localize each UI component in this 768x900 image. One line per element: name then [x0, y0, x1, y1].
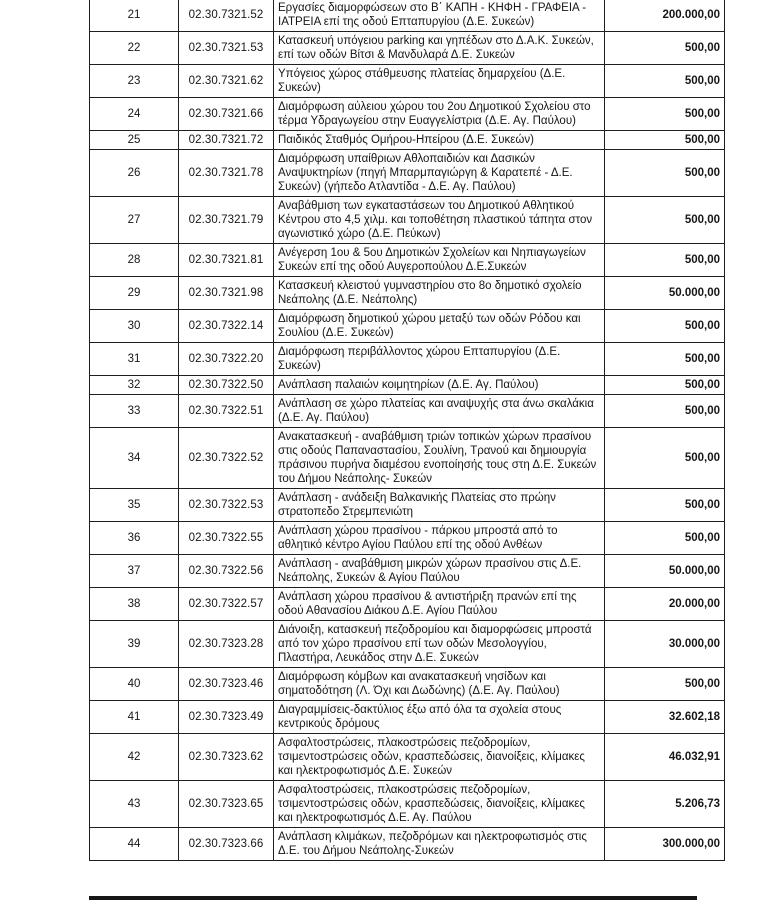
table-row: [90, 828, 725, 861]
budget-code-cell: 02.30.7322.55: [179, 522, 274, 555]
row-number-cell: 29: [90, 277, 179, 310]
row-number-cell: 27: [90, 197, 179, 244]
work-description-cell: Αναβάθμιση των εγκαταστάσεων του Δημοτικού Αθλητικού Κέντρου στο 4,5 χιλμ. και τοποθέτηση πλαστικού τάπητα στον αγωνιστικό χώρο (Δ.Ε. Πεύκων): [274, 197, 605, 244]
table-row: [90, 197, 725, 244]
amount-cell: 30.000,00: [605, 621, 725, 668]
budget-code-cell: 02.30.7322.57: [179, 588, 274, 621]
row-number-cell: 39: [90, 621, 179, 668]
budget-code-cell: 02.30.7321.62: [179, 65, 274, 98]
amount-cell: 500,00: [605, 131, 725, 150]
work-description-cell: Ασφαλτοστρώσεις, πλακοστρώσεις πεζοδρομίων, τσιμεντοστρώσεις οδών, κρασπεδώσεις, διανοίξεις, κλίμακες και ηλεκτροφωτισμός Δ.Ε. Αγ. Παύλου: [274, 781, 605, 828]
budget-works-table: [89, 0, 725, 861]
amount-cell: 46.032,91: [605, 734, 725, 781]
amount-cell: 500,00: [605, 489, 725, 522]
work-description-cell: Διαμόρφωση δημοτικού χώρου μεταξύ των οδών Ρόδου και Σουλίου (Δ.Ε. Συκεών): [274, 310, 605, 343]
budget-code-cell: 02.30.7323.65: [179, 781, 274, 828]
budget-code-cell: 02.30.7323.66: [179, 828, 274, 861]
amount-cell: 500,00: [605, 98, 725, 131]
budget-code-cell: 02.30.7323.46: [179, 668, 274, 701]
table-row: [90, 395, 725, 428]
table-row: [90, 734, 725, 781]
work-description-cell: Ασφαλτοστρώσεις, πλακοστρώσεις πεζοδρομίων, τσιμεντοστρώσεις οδών, κρασπεδώσεις, διανοίξεις, κλίμακες και ηλεκτροφωτισμός Δ.Ε. Συκεών: [274, 734, 605, 781]
work-description-cell: Ανάπλαση - αναβάθμιση μικρών χώρων πρασίνου στις Δ.Ε. Νεάπολης, Συκεών & Αγίου Παύλου: [274, 555, 605, 588]
budget-code-cell: 02.30.7321.81: [179, 244, 274, 277]
row-number-cell: 41: [90, 701, 179, 734]
amount-cell: 500,00: [605, 65, 725, 98]
amount-cell: 500,00: [605, 428, 725, 489]
amount-cell: 50.000,00: [605, 555, 725, 588]
budget-code-cell: 02.30.7323.28: [179, 621, 274, 668]
table-row: [90, 489, 725, 522]
row-number-cell: 32: [90, 376, 179, 395]
amount-cell: 32.602,18: [605, 701, 725, 734]
budget-code-cell: 02.30.7322.52: [179, 428, 274, 489]
row-number-cell: 23: [90, 65, 179, 98]
amount-cell: 20.000,00: [605, 588, 725, 621]
work-description-cell: Κατασκευή κλειστού γυμναστηρίου στο 8ο δημοτικό σχολείο Νεάπολης (Δ.Ε. Νεάπολης): [274, 277, 605, 310]
table-row: [90, 428, 725, 489]
row-number-cell: 30: [90, 310, 179, 343]
work-description-cell: Ανάπλαση χώρου πρασίνου - πάρκου μπροστά από το αθλητικό κέντρο Αγίου Παύλου επί της οδού Ανθέων: [274, 522, 605, 555]
amount-cell: 500,00: [605, 395, 725, 428]
budget-code-cell: 02.30.7321.52: [179, 0, 274, 32]
table-row: [90, 98, 725, 131]
row-number-cell: 37: [90, 555, 179, 588]
work-description-cell: Ανάπλαση παλαιών κοιμητηρίων (Δ.Ε. Αγ. Παύλου): [274, 376, 605, 395]
budget-code-cell: 02.30.7322.50: [179, 376, 274, 395]
amount-cell: 500,00: [605, 376, 725, 395]
amount-cell: 500,00: [605, 197, 725, 244]
table-row: [90, 0, 725, 32]
work-description-cell: Ανάπλαση - ανάδειξη Βαλκανικής Πλατείας στο πρώην στρατοπεδο Στρεμπενιώτη: [274, 489, 605, 522]
table-row: [90, 343, 725, 376]
amount-cell: 500,00: [605, 150, 725, 197]
row-number-cell: 28: [90, 244, 179, 277]
amount-cell: 500,00: [605, 668, 725, 701]
amount-cell: 5.206,73: [605, 781, 725, 828]
amount-cell: 500,00: [605, 522, 725, 555]
budget-code-cell: 02.30.7322.20: [179, 343, 274, 376]
table-row: [90, 588, 725, 621]
work-description-cell: Παιδικός Σταθμός Ομήρου-Ηπείρου (Δ.Ε. Συκεών): [274, 131, 605, 150]
amount-cell: 200.000,00: [605, 0, 725, 32]
row-number-cell: 35: [90, 489, 179, 522]
work-description-cell: Εργασίες διαμορφώσεων στο Β΄ ΚΑΠΗ - ΚΗΦΗ - ΓΡΑΦΕΙΑ - ΙΑΤΡΕΙΑ επί της οδού Επταπυργίου (Δ.Ε. Συκεών): [274, 0, 605, 32]
work-description-cell: Ανάπλαση σε χώρο πλατείας και αναψυχής στα άνω σκαλάκια (Δ.Ε. Αγ. Παύλου): [274, 395, 605, 428]
amount-cell: 500,00: [605, 32, 725, 65]
work-description-cell: Διαμόρφωση περιβάλλοντος χώρου Επταπυργίου (Δ.Ε. Συκεών): [274, 343, 605, 376]
work-description-cell: Ανάπλαση χώρου πρασίνου & αντιστήριξη πρανών επί της οδού Αθανασίου Διάκου Δ.Ε. Αγίου Παύλου: [274, 588, 605, 621]
row-number-cell: 44: [90, 828, 179, 861]
budget-code-cell: 02.30.7322.51: [179, 395, 274, 428]
amount-cell: 50.000,00: [605, 277, 725, 310]
works-table-body: [90, 0, 725, 861]
amount-cell: 500,00: [605, 310, 725, 343]
row-number-cell: 22: [90, 32, 179, 65]
work-description-cell: Υπόγειος χώρος στάθμευσης πλατείας δημαρχείου (Δ.Ε. Συκεών): [274, 65, 605, 98]
work-description-cell: Διάνοιξη, κατασκευή πεζοδρομίου και διαμορφώσεις μπροστά από τον χώρο πρασίνου επί των οδών Μεσολογγίου, Πλαστήρα, Λευκάδος στην Δ.Ε. Συκεών: [274, 621, 605, 668]
table-bottom-divider: [89, 896, 697, 900]
work-description-cell: Ανέγερση 1ου & 5ου Δημοτικών Σχολείων και Νηπιαγωγείων Συκεών επί της οδού Αυγεροπούλου Δ.Ε.Συκεών: [274, 244, 605, 277]
row-number-cell: 38: [90, 588, 179, 621]
row-number-cell: 36: [90, 522, 179, 555]
amount-cell: 300.000,00: [605, 828, 725, 861]
work-description-cell: Κατασκευή υπόγειου parking και γηπέδων στο Δ.Α.Κ. Συκεών, επί των οδών Βίτσι & Μανδυλαρά Δ.Ε. Συκεών: [274, 32, 605, 65]
budget-code-cell: 02.30.7322.56: [179, 555, 274, 588]
table-row: [90, 65, 725, 98]
row-number-cell: 21: [90, 0, 179, 32]
row-number-cell: 26: [90, 150, 179, 197]
budget-code-cell: 02.30.7322.53: [179, 489, 274, 522]
table-row: [90, 522, 725, 555]
table-row: [90, 701, 725, 734]
work-description-cell: Διαμόρφωση κόμβων και ανακατασκευή νησίδων και σηματοδότηση (Λ. Όχι και Δωδώνης) (Δ.Ε. Αγ. Παύλου): [274, 668, 605, 701]
row-number-cell: 43: [90, 781, 179, 828]
budget-code-cell: 02.30.7322.14: [179, 310, 274, 343]
row-number-cell: 42: [90, 734, 179, 781]
amount-cell: 500,00: [605, 343, 725, 376]
budget-code-cell: 02.30.7321.79: [179, 197, 274, 244]
table-row: [90, 376, 725, 395]
work-description-cell: Ανακατασκευή - αναβάθμιση τριών τοπικών χώρων πρασίνου στις οδούς Παπαναστασίου, Σουλίνη, Τρανού και δημιουργία πράσινου πυρήνα διαμέσου ενοποίησής τους στη Δ.Ε. Συκεών του Δήμου Νεάπολης- Συκεών: [274, 428, 605, 489]
row-number-cell: 25: [90, 131, 179, 150]
work-description-cell: Διαμόρφωση αύλειου χώρου του 2ου Δημοτικού Σχολείου στο τέρμα Υδραγωγείου στην Ευαγγελίστρια (Δ.Ε. Αγ. Παύλου): [274, 98, 605, 131]
amount-cell: 500,00: [605, 244, 725, 277]
row-number-cell: 34: [90, 428, 179, 489]
row-number-cell: 33: [90, 395, 179, 428]
table-row: [90, 131, 725, 150]
budget-code-cell: 02.30.7323.49: [179, 701, 274, 734]
table-row: [90, 277, 725, 310]
table-row: [90, 621, 725, 668]
row-number-cell: 40: [90, 668, 179, 701]
budget-code-cell: 02.30.7321.66: [179, 98, 274, 131]
work-description-cell: Διαγραμμίσεις-δακτύλιος έξω από όλα τα σχολεία στους κεντρικούς δρόμους: [274, 701, 605, 734]
budget-code-cell: 02.30.7321.78: [179, 150, 274, 197]
budget-code-cell: 02.30.7321.53: [179, 32, 274, 65]
budget-code-cell: 02.30.7321.72: [179, 131, 274, 150]
table-row: [90, 244, 725, 277]
table-row: [90, 555, 725, 588]
row-number-cell: 24: [90, 98, 179, 131]
table-row: [90, 781, 725, 828]
table-row: [90, 310, 725, 343]
budget-code-cell: 02.30.7321.98: [179, 277, 274, 310]
budget-code-cell: 02.30.7323.62: [179, 734, 274, 781]
table-row: [90, 150, 725, 197]
table-row: [90, 32, 725, 65]
work-description-cell: Διαμόρφωση υπαίθριων Αθλοπαιδιών και Δασικών Αναψυκτηρίων (πηγή Μπαρμπαγιώργη & Καρατεπέ - Δ.Ε. Συκεών) (γήπεδο Ατλαντίδα - Δ.Ε. Αγ. Παύλου): [274, 150, 605, 197]
work-description-cell: Ανάπλαση κλιμάκων, πεζοδρόμων και ηλεκτροφωτισμός στις Δ.Ε. του Δήμου Νεάπολης-Συκεών: [274, 828, 605, 861]
row-number-cell: 31: [90, 343, 179, 376]
table-row: [90, 668, 725, 701]
